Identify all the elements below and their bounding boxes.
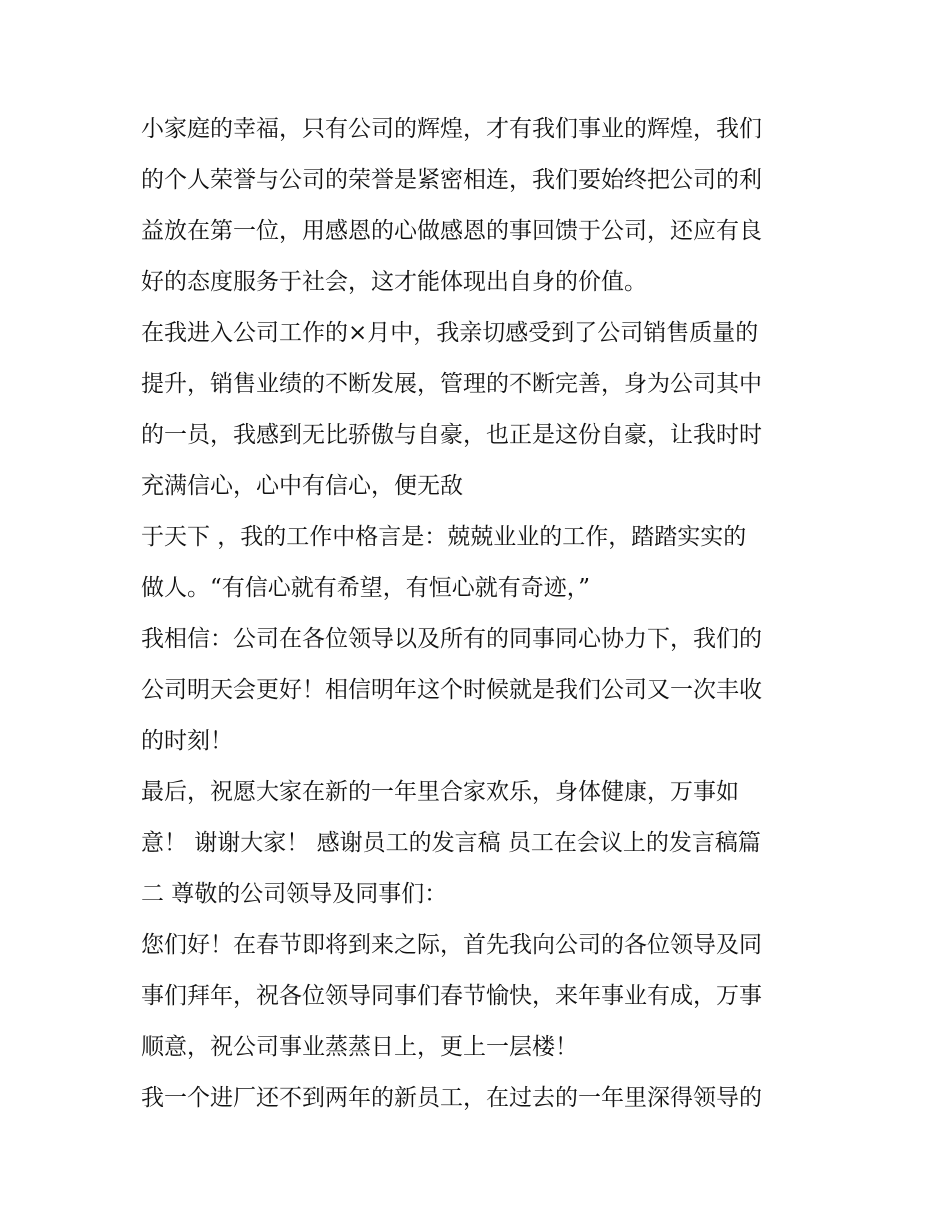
text-line: 小家庭的幸福，只有公司的辉煌，才有我们事业的辉煌，我们 <box>141 116 762 142</box>
text-line: 您们好！在春节即将到来之际，首先我向公司的各位领导及同 <box>141 932 762 958</box>
text-line: 在我进入公司工作的×月中，我亲切感受到了公司销售质量的 <box>141 320 759 346</box>
text-line: 做人。“有信心就有希望，有恒心就有奇迹，” <box>141 575 591 601</box>
text-line: 的个人荣誉与公司的荣誉是紧密相连，我们要始终把公司的利 <box>141 167 762 193</box>
text-line: 好的态度服务于社会，这才能体现出自身的价值。 <box>141 269 647 295</box>
text-line: 的时刻！ <box>141 728 233 754</box>
text-line: 公司明天会更好！相信明年这个时候就是我们公司又一次丰收 <box>141 677 762 703</box>
text-line: 于天下 ，我的工作中格言是：兢兢业业的工作，踏踏实实的 <box>141 524 747 550</box>
text-line: 事们拜年，祝各位领导同事们春节愉快，来年事业有成，万事 <box>141 983 762 1009</box>
text-line: 的一员，我感到无比骄傲与自豪，也正是这份自豪，让我时时 <box>141 422 762 448</box>
text-line: 二 尊敬的公司领导及同事们： <box>141 881 448 907</box>
body-text <box>141 104 821 1124</box>
text-line: 充满信心，心中有信心，便无敌 <box>141 473 463 499</box>
text-line: 最后，祝愿大家在新的一年里合家欢乐，身体健康，万事如 <box>141 779 739 805</box>
text-line: 我一个进厂还不到两年的新员工，在过去的一年里深得领导的 <box>141 1085 762 1111</box>
text-line: 提升，销售业绩的不断发展，管理的不断完善，身为公司其中 <box>141 371 762 397</box>
text-line: 顺意，祝公司事业蒸蒸日上，更上一层楼！ <box>141 1034 578 1060</box>
text-line: 意！ 谢谢大家！ 感谢员工的发言稿 员工在会议上的发言稿篇 <box>141 830 761 856</box>
text-line: 益放在第一位，用感恩的心做感恩的事回馈于公司，还应有良 <box>141 218 762 244</box>
text-line: 我相信：公司在各位领导以及所有的同事同心协力下，我们的 <box>141 626 762 652</box>
